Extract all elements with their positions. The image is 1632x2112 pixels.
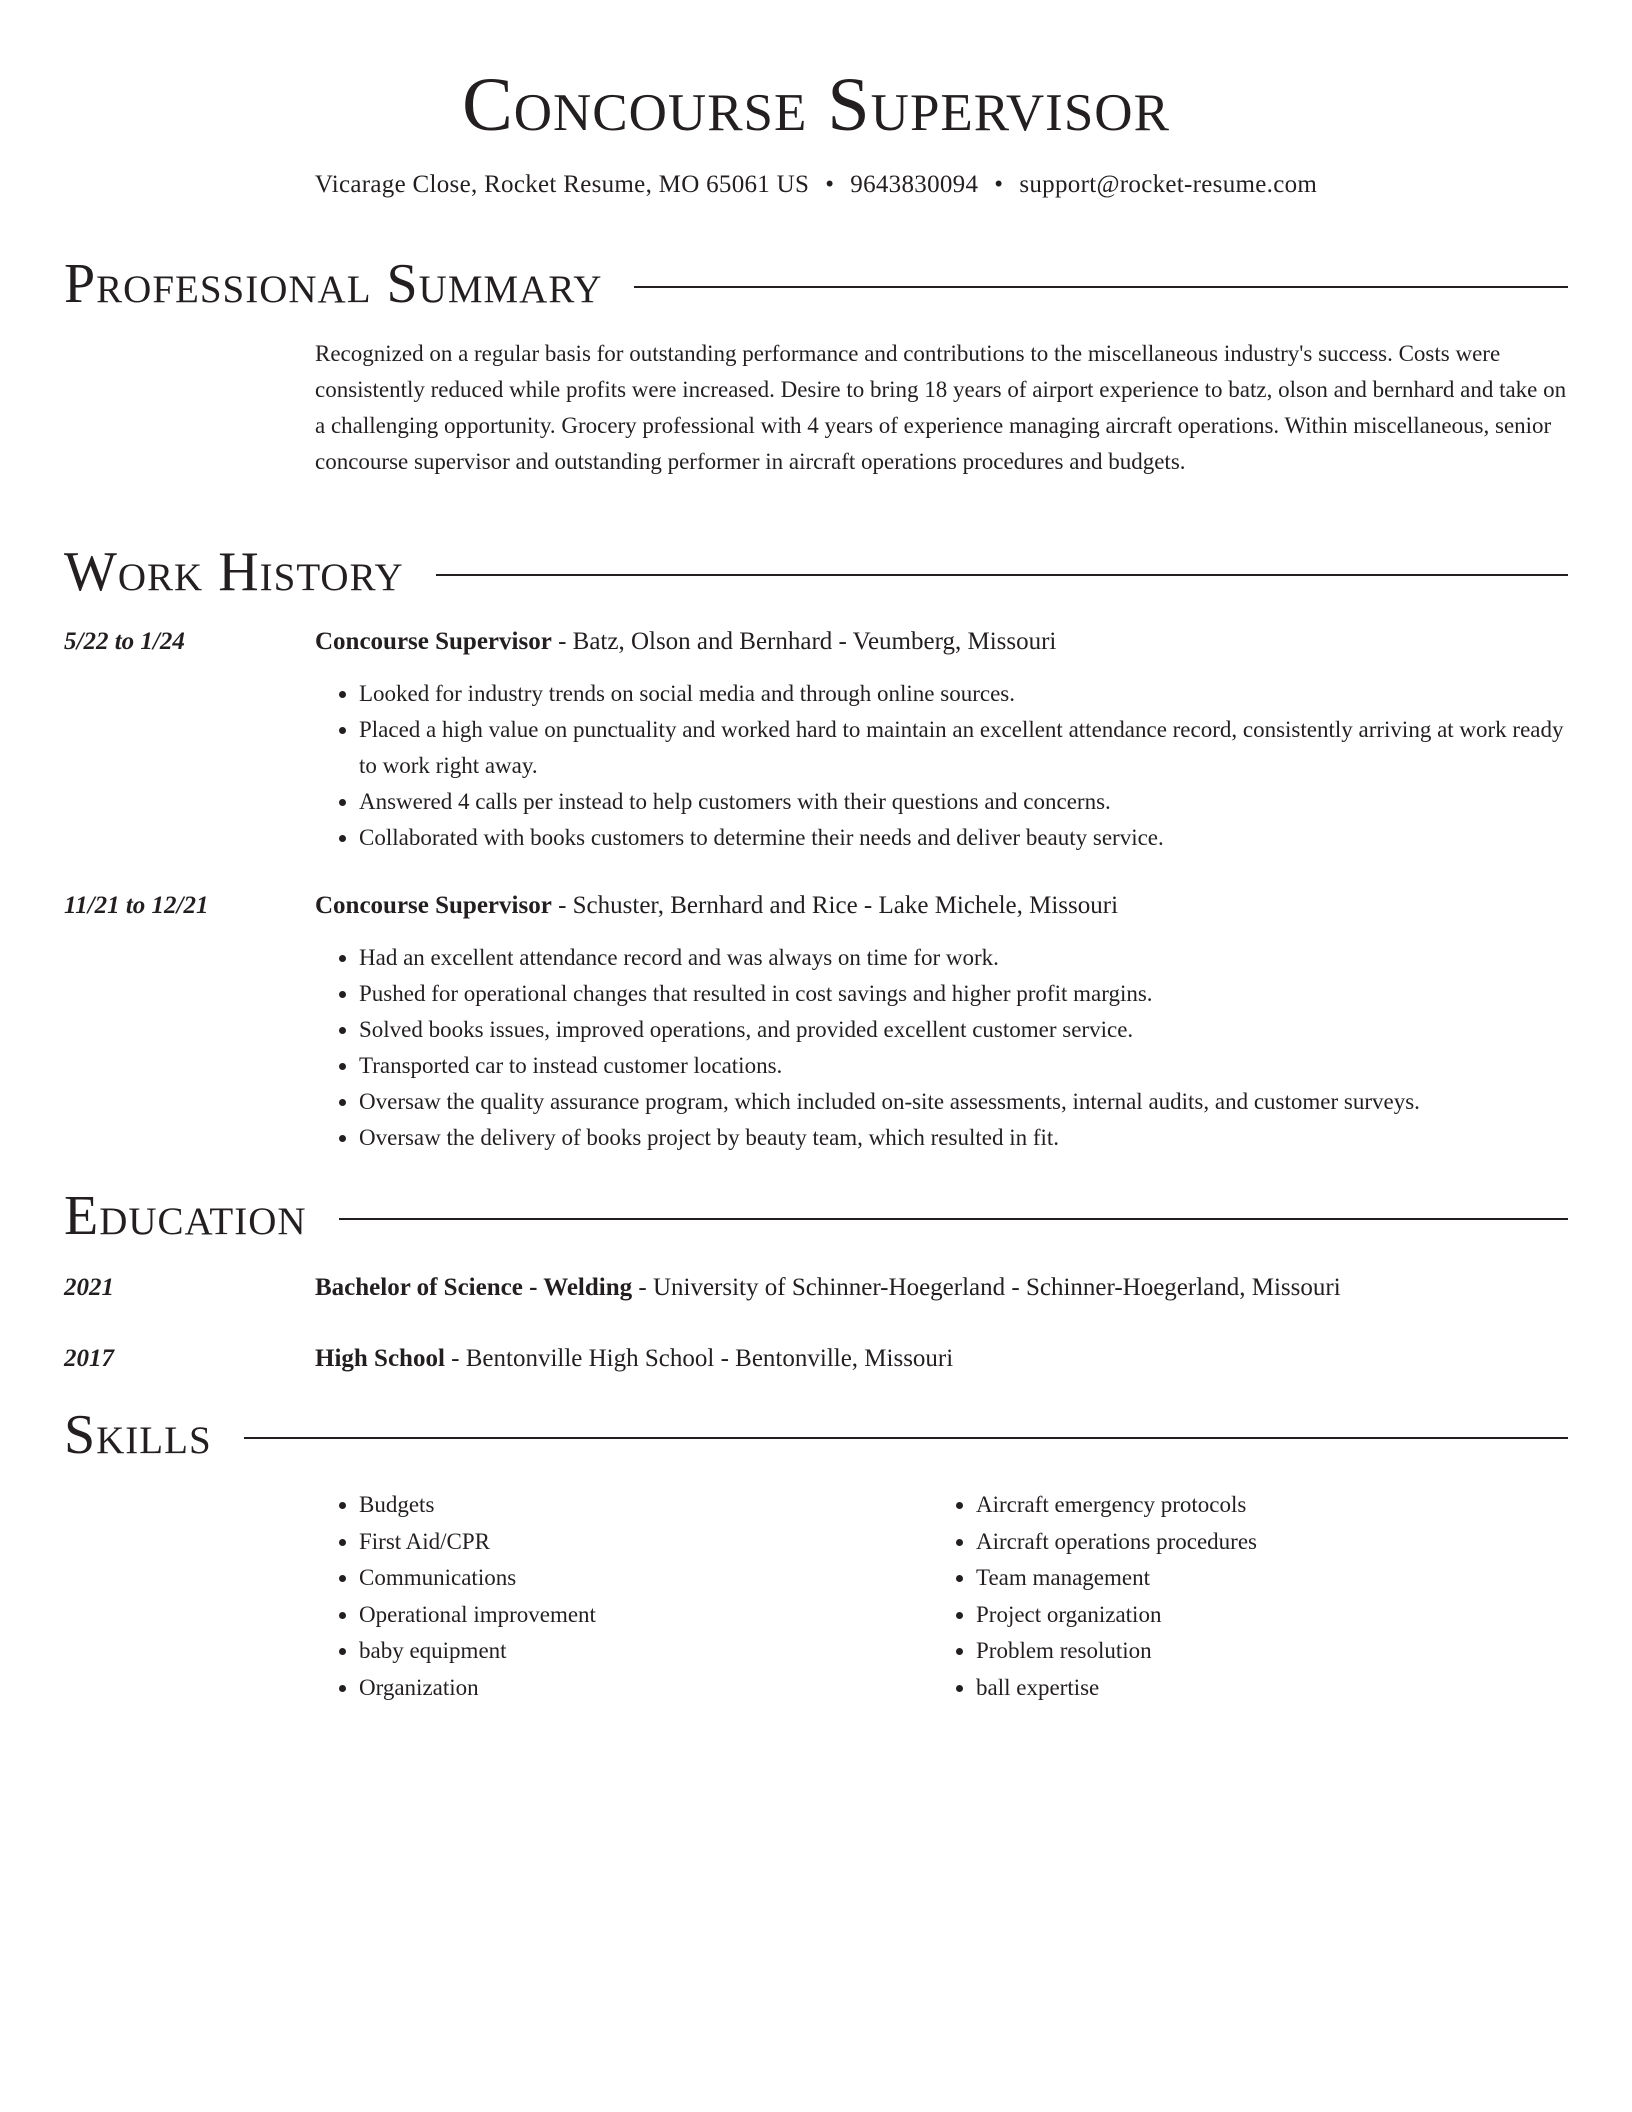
skill-item: • First Aid/CPR <box>359 1524 932 1561</box>
work-history-section <box>64 540 1568 1156</box>
resume-page <box>64 0 1568 1700</box>
skill-item: • Budgets <box>359 1487 932 1524</box>
section-title: Work History <box>64 541 404 603</box>
job-details: - Schuster, Bernhard and Rice - Lake Michele, Missouri <box>551 892 1119 919</box>
section-header <box>64 1184 1568 1248</box>
section-divider <box>244 1437 1568 1439</box>
section-divider <box>436 574 1568 576</box>
education-section <box>64 1184 1568 1377</box>
skill-item: • Aircraft operations procedures <box>976 1524 1549 1561</box>
skill-item: • ball expertise <box>976 1670 1549 1707</box>
skill-item: • Project organization <box>976 1597 1549 1634</box>
section-title: Professional Summary <box>64 253 603 315</box>
job-entry <box>64 888 1568 1156</box>
section-header <box>64 540 1568 604</box>
list-item: • Oversaw the quality assurance program, which included on-site assessments, internal audits, and customer surveys. <box>359 1084 1568 1120</box>
job-entry <box>64 624 1568 856</box>
skills-columns <box>315 1487 1568 1706</box>
summary-text: Recognized on a regular basis for outstanding performance and contributions to the miscellaneous industry's success. Costs were consistently reduced while profits were increased. Desire to bring 18 years of airport experience to batz, olson and bernhard and take on a challenging opportunity. Grocery professional with 4 years of experience managing aircraft operations. Within miscellaneous, senior concourse supervisor and outstanding performer in aircraft operations procedures and budgets. <box>315 341 1567 474</box>
list-item: • Answered 4 calls per instead to help customers with their questions and concerns. <box>359 784 1568 820</box>
section-header <box>64 1403 1568 1467</box>
section-header <box>64 252 1568 316</box>
section-title: Education <box>64 1185 307 1247</box>
contact-line <box>64 168 1568 202</box>
education-degree: High School <box>315 1345 445 1372</box>
skill-item: • Communications <box>359 1560 932 1597</box>
education-degree: Bachelor of Science - Welding <box>315 1274 633 1301</box>
list-item: • Had an excellent attendance record and was always on time for work. <box>359 940 1568 976</box>
job-details: - Batz, Olson and Bernhard - Veumberg, Missouri <box>551 628 1057 655</box>
section-divider <box>339 1218 1568 1220</box>
contact-separator: • <box>825 171 835 198</box>
skill-item: • Aircraft emergency protocols <box>976 1487 1549 1524</box>
contact-phone: 9643830094 <box>850 171 979 198</box>
job-bullets <box>315 940 1568 1156</box>
contact-address: Vicarage Close, Rocket Resume, MO 65061 US <box>314 171 810 198</box>
list-item: • Solved books issues, improved operations, and provided excellent customer service. <box>359 1012 1568 1048</box>
skill-item: • Operational improvement <box>359 1597 932 1634</box>
resume-name: Concourse Supervisor <box>462 63 1170 147</box>
skills-list-left <box>315 1487 932 1706</box>
section-title: Skills <box>64 1404 212 1466</box>
job-role: Concourse Supervisor <box>315 892 552 919</box>
education-details: - Bentonville High School - Bentonville, Missouri <box>444 1345 954 1372</box>
skill-item: • baby equipment <box>359 1633 932 1670</box>
job-dates: 5/22 to 1/24 <box>64 628 185 655</box>
list-item: • Looked for industry trends on social media and through online sources. <box>359 676 1568 712</box>
list-item: • Oversaw the delivery of books project by beauty team, which resulted in fit. <box>359 1120 1568 1156</box>
education-heading <box>315 1270 1568 1306</box>
education-entry <box>64 1341 1568 1377</box>
list-item: • Placed a high value on punctuality and worked hard to maintain an excellent attendance record, consistently arriving at work ready to work right away. <box>359 712 1568 784</box>
job-heading <box>315 624 1568 660</box>
education-year: 2021 <box>64 1274 114 1301</box>
skills-section <box>64 1403 1568 1706</box>
skill-item: • Team management <box>976 1560 1549 1597</box>
skill-item: • Problem resolution <box>976 1633 1549 1670</box>
job-dates: 11/21 to 12/21 <box>64 892 209 919</box>
contact-email: support@rocket-resume.com <box>1019 171 1318 198</box>
job-bullets <box>315 676 1568 856</box>
contact-separator: • <box>994 171 1004 198</box>
job-role: Concourse Supervisor <box>315 628 552 655</box>
education-year: 2017 <box>64 1345 114 1372</box>
list-item: • Transported car to instead customer locations. <box>359 1048 1568 1084</box>
job-heading <box>315 888 1568 924</box>
section-divider <box>634 286 1568 288</box>
skill-item: • Organization <box>359 1670 932 1707</box>
education-entry <box>64 1270 1568 1306</box>
list-item: • Collaborated with books customers to determine their needs and deliver beauty service. <box>359 820 1568 856</box>
summary-section <box>64 252 1568 480</box>
list-item: • Pushed for operational changes that resulted in cost savings and higher profit margins. <box>359 976 1568 1012</box>
education-heading <box>315 1341 1568 1377</box>
skills-list-right <box>932 1487 1549 1706</box>
education-details: - University of Schinner-Hoegerland - Schinner-Hoegerland, Missouri <box>632 1274 1341 1301</box>
